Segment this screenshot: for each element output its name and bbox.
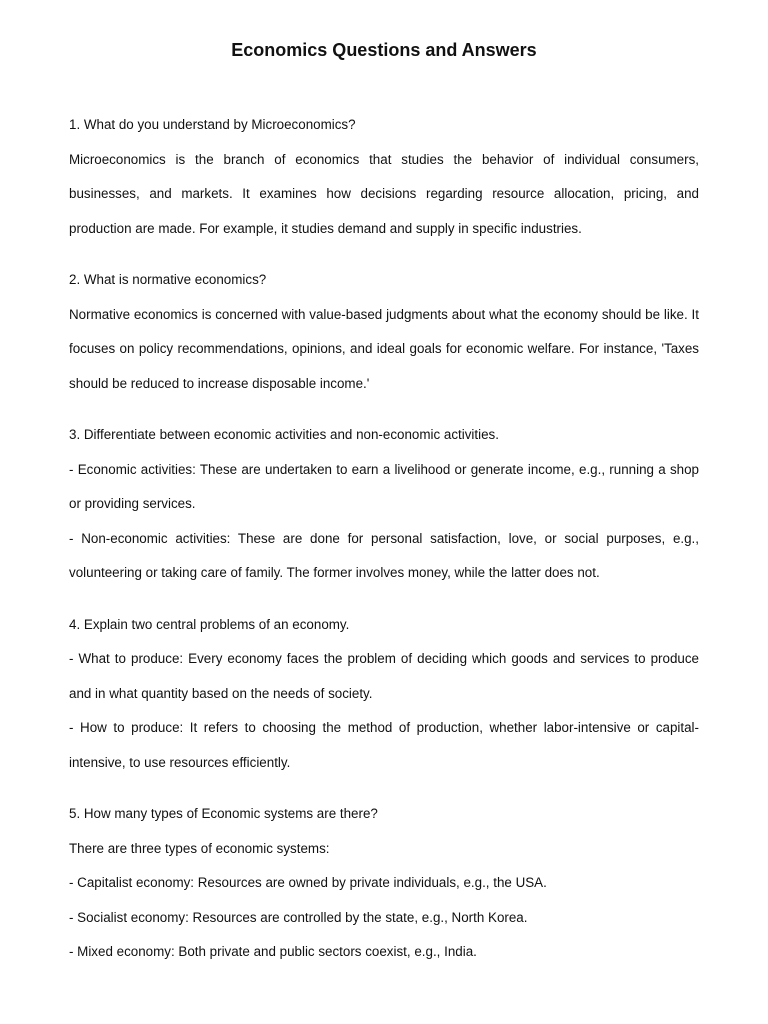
question-4: 4. Explain two central problems of an economy.: [69, 616, 350, 632]
qa-block-5: [69, 797, 699, 970]
answer-5-paragraph-3: - Socialist economy: Resources are controlled by the state, e.g., North Korea.: [69, 909, 528, 925]
qa-block-2: [69, 263, 699, 401]
question-3: 3. Differentiate between economic activities and non-economic activities.: [69, 427, 499, 442]
answer-1-paragraph-1: Microeconomics is the branch of economics that studies the behavior of individual consumers, businesses, and markets. It examines how decisions regarding resource allocation, pricing, and production are made. For example, it studies demand and supply in specific industries.: [69, 151, 699, 236]
document-body: [69, 108, 699, 987]
question-5: 5. How many types of Economic systems are there?: [69, 806, 378, 821]
question-2: 2. What is normative economics?: [69, 272, 267, 287]
answer-4-paragraph-2: - How to produce: It refers to choosing the method of production, whether labor-intensive or capital-intensive, to use resources efficiently.: [69, 720, 699, 770]
answer-2-paragraph-1: Normative economics is concerned with value-based judgments about what the economy should be like. It focuses on policy recommendations, opinions, and ideal goals for economic welfare. For instance, 'Taxes should be reduced to increase disposable income.': [69, 306, 699, 391]
qa-block-3: [69, 418, 699, 591]
qa-block-4: [69, 608, 699, 781]
answer-3-paragraph-2: - Non-economic activities: These are done for personal satisfaction, love, or social purposes, e.g., volunteering or taking care of family. The former involves money, while the latter does not.: [69, 530, 699, 580]
qa-block-1: [69, 108, 699, 246]
document-title: Economics Questions and Answers: [231, 40, 537, 60]
answer-5-paragraph-4: - Mixed economy: Both private and public sectors coexist, e.g., India.: [69, 944, 477, 959]
answer-4-paragraph-1: - What to produce: Every economy faces the problem of deciding which goods and services to produce and in what quantity based on the needs of society.: [69, 651, 699, 701]
question-1: 1. What do you understand by Microeconomics?: [69, 117, 356, 132]
answer-5-paragraph-1: There are three types of economic systems:: [69, 840, 330, 856]
answer-3-paragraph-1: - Economic activities: These are undertaken to earn a livelihood or generate income, e.g., running a shop or providing services.: [69, 461, 699, 511]
answer-5-paragraph-2: - Capitalist economy: Resources are owned by private individuals, e.g., the USA.: [69, 875, 547, 890]
